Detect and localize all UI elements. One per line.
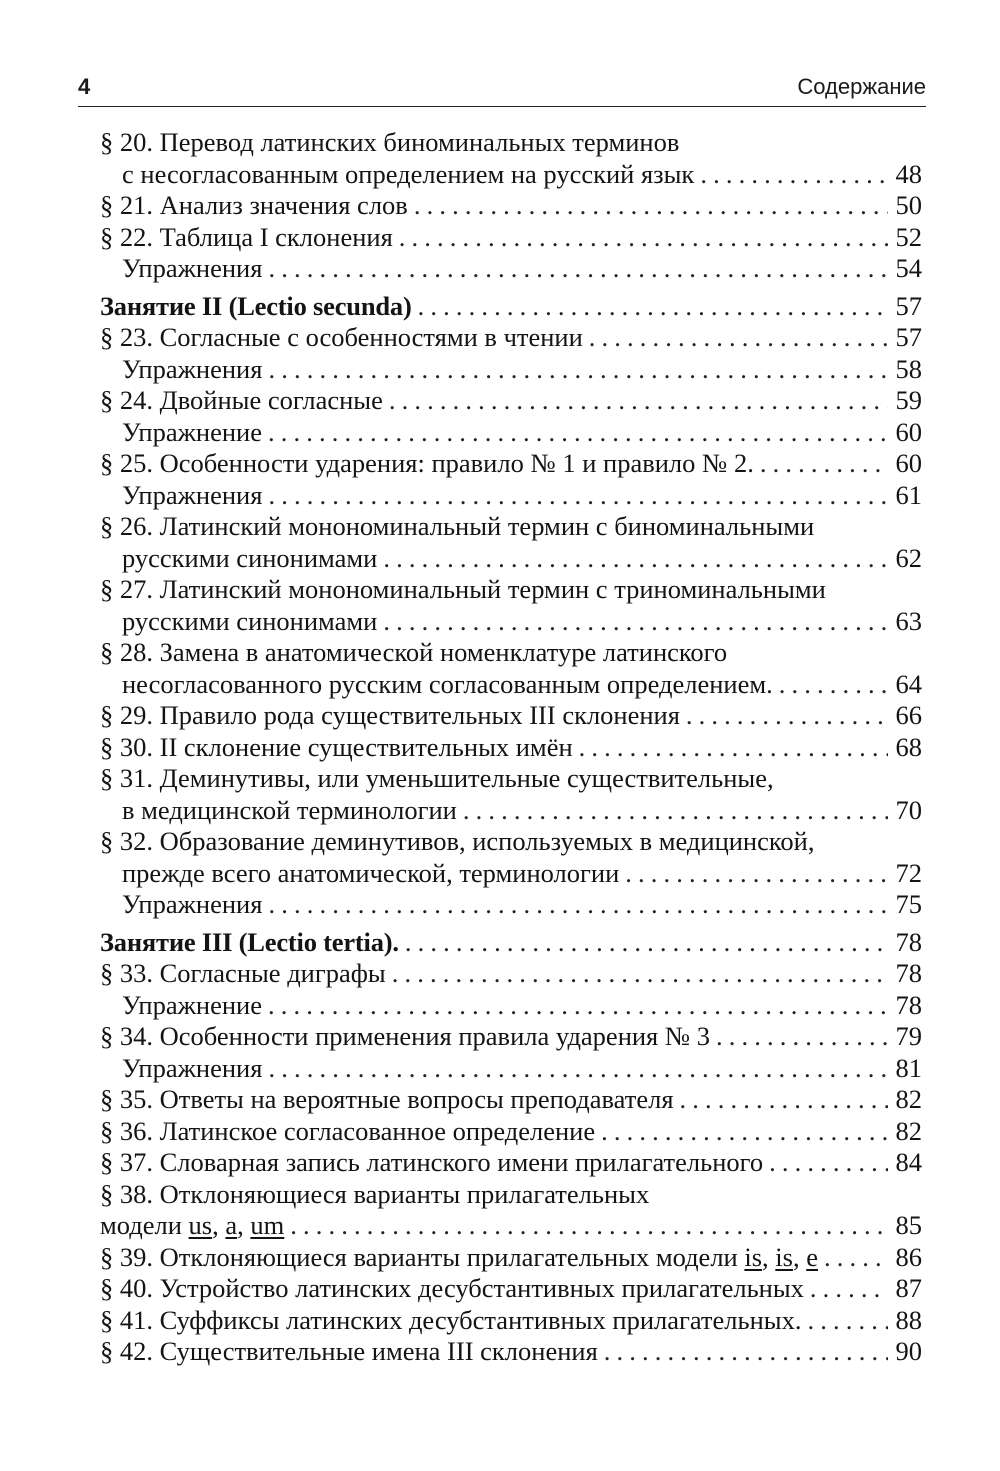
toc-line	[100, 543, 922, 575]
text-segment: модели	[100, 1210, 189, 1240]
toc-entry-exercise[interactable]	[100, 990, 922, 1022]
toc-page-number: 75	[895, 889, 922, 919]
toc-entry-section[interactable]	[100, 958, 922, 990]
toc-entry-section[interactable]	[100, 448, 922, 480]
toc-line	[100, 606, 922, 638]
dot-leader	[589, 322, 888, 354]
dot-leader	[700, 159, 888, 191]
toc-entry-title: прежде всего анатомической, терминологии	[122, 857, 620, 888]
toc-entry-title: с несогласованным определением на русский язык	[122, 158, 695, 189]
toc-page-number: 60	[895, 416, 922, 447]
toc-line	[100, 291, 922, 323]
toc-line	[100, 826, 922, 858]
toc-page-number: 78	[895, 926, 922, 957]
toc-entry-title: § 33. Согласные диграфы	[100, 958, 386, 988]
toc-entry-title: § 36. Латинское согласованное определение	[100, 1115, 596, 1146]
toc-line	[100, 1053, 922, 1085]
toc-entry-title: § 40. Устройство латинских десубстантивных прилагательных	[100, 1273, 804, 1303]
toc-line	[100, 1242, 922, 1274]
toc-page-number: 64	[895, 668, 922, 699]
toc-entry-exercise[interactable]	[100, 1053, 922, 1085]
toc-entry-section[interactable]	[100, 222, 922, 254]
toc-entry-title: § 22. Таблица I склонения	[100, 221, 393, 252]
toc-entry-title: § 32. Образование деминутивов, используемых в медицинской,	[100, 826, 815, 856]
toc-entry-section[interactable]	[100, 1116, 922, 1148]
toc-page-number: 78	[895, 958, 922, 988]
dot-leader	[810, 1273, 888, 1305]
dot-leader	[716, 1021, 888, 1053]
toc-line	[100, 1021, 922, 1053]
dot-leader	[268, 889, 888, 921]
dot-leader	[686, 700, 888, 732]
toc-line	[100, 159, 922, 191]
toc-page-number: 63	[895, 605, 922, 636]
toc-line	[100, 1147, 922, 1179]
underlined-ending: us	[188, 1210, 213, 1240]
toc-entry-title: § 38. Отклоняющиеся варианты прилагательных	[100, 1178, 650, 1209]
toc-line	[100, 322, 922, 354]
text-segment: ,	[212, 1210, 226, 1240]
dot-leader	[392, 958, 888, 990]
toc-entry-section[interactable]	[100, 763, 922, 826]
toc-page-number: 61	[895, 479, 922, 510]
toc-entry-title: в медицинской терминологии	[122, 794, 457, 825]
dot-leader	[418, 291, 888, 323]
toc-page-number: 81	[895, 1052, 922, 1083]
toc-entry-title: Упражнения	[122, 353, 263, 384]
toc-entry-exercise[interactable]	[100, 417, 922, 449]
text-segment: ,	[237, 1210, 251, 1240]
dot-leader	[268, 1053, 888, 1085]
dot-leader	[399, 222, 888, 254]
toc-line	[100, 1084, 922, 1116]
toc-line	[100, 1336, 922, 1368]
toc-entry-title: § 29. Правило рода существительных III склонения	[100, 700, 680, 730]
toc-entry-title: несогласованного русским согласованным определением.	[122, 668, 773, 699]
running-header	[78, 72, 926, 107]
toc-entry-section[interactable]	[100, 732, 922, 764]
toc-entry-section[interactable]	[100, 700, 922, 732]
toc-entry-section[interactable]	[100, 1179, 922, 1242]
toc-line	[100, 222, 922, 254]
toc-entry-heading[interactable]	[100, 927, 922, 959]
text-segment: ,	[762, 1241, 776, 1272]
dot-leader	[824, 1242, 888, 1274]
toc-entry-section[interactable]	[100, 1273, 922, 1305]
toc-line	[100, 511, 922, 543]
toc-page-number: 50	[895, 190, 922, 220]
toc-page-number: 72	[895, 857, 922, 888]
toc-page-number: 90	[895, 1336, 922, 1366]
dot-leader	[268, 480, 888, 512]
toc-page-number: 86	[895, 1241, 922, 1272]
toc-entry-title: Занятие III (Lectio tertia).	[100, 926, 399, 957]
toc-page-number: 82	[895, 1084, 922, 1114]
toc-entry-title: Упражнение	[122, 989, 263, 1020]
toc-entry-section[interactable]	[100, 322, 922, 354]
toc-line	[100, 417, 922, 449]
toc-line	[100, 763, 922, 795]
toc-entry-exercise[interactable]	[100, 253, 922, 285]
toc-entry-title: § 20. Перевод латинских биноминальных терминов	[100, 127, 680, 157]
toc-entry-title: § 25. Особенности ударения: правило № 1 и правило № 2.	[100, 448, 754, 478]
toc-line	[100, 637, 922, 669]
dot-leader	[389, 385, 888, 417]
toc-entry-section[interactable]	[100, 385, 922, 417]
underlined-ending: is	[744, 1241, 763, 1272]
table-of-contents	[100, 127, 922, 1368]
toc-entry-title: § 27. Латинский монономинальный термин с триноминальными	[100, 574, 826, 604]
toc-entry-title: § 24. Двойные согласные	[100, 385, 383, 415]
toc-page-number: 62	[895, 542, 922, 573]
dot-leader	[463, 795, 888, 827]
underlined-ending: e	[806, 1241, 818, 1272]
underlined-ending: um	[250, 1210, 285, 1240]
toc-page-number: 48	[895, 158, 922, 189]
text-segment: ,	[792, 1241, 807, 1272]
toc-page-number: 82	[895, 1115, 922, 1146]
underlined-ending: a	[225, 1210, 238, 1240]
toc-entry-section[interactable]	[100, 574, 922, 637]
dot-leader	[601, 1116, 888, 1148]
toc-line	[100, 1179, 922, 1211]
toc-entry-section[interactable]	[100, 190, 922, 222]
running-title: Содержание	[797, 74, 926, 99]
dot-leader	[383, 543, 888, 575]
dot-leader	[290, 1210, 888, 1242]
toc-entry-title: § 23. Согласные с особенностями в чтении	[100, 322, 583, 352]
toc-entry-title: Занятие II (Lectio secunda)	[100, 290, 412, 321]
toc-entry-heading[interactable]	[100, 291, 922, 323]
dot-leader	[268, 354, 888, 386]
toc-line	[100, 190, 922, 222]
dot-leader	[268, 417, 888, 449]
toc-entry-title: § 37. Словарная запись латинского имени прилагательного	[100, 1147, 764, 1177]
toc-entry-title	[100, 1242, 818, 1274]
toc-page-number: 58	[895, 353, 922, 384]
toc-page-number: 78	[895, 989, 922, 1020]
text-segment: § 39. Отклоняющиеся варианты прилагательных модели	[100, 1241, 745, 1272]
toc-page-number: 59	[895, 385, 922, 415]
underlined-ending: is	[775, 1241, 793, 1272]
toc-entry-title: русскими синонимами	[122, 542, 378, 573]
toc-page-number: 57	[895, 322, 922, 352]
dot-leader	[769, 1147, 888, 1179]
toc-page-number: 54	[895, 253, 922, 283]
toc-line	[100, 448, 922, 480]
toc-page-number: 57	[895, 290, 922, 321]
toc-page-number: 84	[895, 1147, 922, 1177]
dot-leader	[779, 669, 888, 701]
toc-entry-section[interactable]	[100, 1147, 922, 1179]
toc-entry-title: § 42. Существительные имена III склонения	[100, 1336, 598, 1366]
toc-page-number: 60	[895, 448, 922, 478]
toc-line	[100, 795, 922, 827]
toc-entry-exercise[interactable]	[100, 480, 922, 512]
toc-entry-title: § 35. Ответы на вероятные вопросы преподавателя	[100, 1084, 674, 1114]
toc-entry-title: § 28. Замена в анатомической номенклатуре латинского	[100, 637, 728, 667]
toc-line	[100, 127, 922, 159]
toc-page-number: 52	[895, 221, 922, 252]
toc-entry-section[interactable]	[100, 511, 922, 574]
toc-line	[100, 574, 922, 606]
toc-entry-exercise[interactable]	[100, 889, 922, 921]
toc-entry-title: Упражнение	[122, 416, 263, 447]
toc-entry-title: Упражнения	[122, 889, 263, 919]
toc-line	[100, 480, 922, 512]
dot-leader	[268, 990, 888, 1022]
toc-entry-section[interactable]	[100, 1305, 922, 1337]
toc-entry-title: § 31. Деминутивы, или уменьшительные существительные,	[100, 763, 774, 793]
toc-page-number: 66	[895, 700, 922, 730]
dot-leader	[579, 732, 888, 764]
toc-entry-title	[100, 1210, 284, 1242]
dot-leader	[414, 190, 888, 222]
toc-entry-section[interactable]	[100, 637, 922, 700]
toc-entry-title: § 26. Латинский монономинальный термин с биноминальными	[100, 511, 815, 541]
dot-leader	[268, 253, 888, 285]
toc-line	[100, 669, 922, 701]
toc-entry-section[interactable]	[100, 1084, 922, 1116]
toc-line	[100, 700, 922, 732]
dot-leader	[405, 927, 888, 959]
toc-line	[100, 732, 922, 764]
toc-page-number: 88	[895, 1304, 922, 1335]
toc-entry-section[interactable]	[100, 1021, 922, 1053]
toc-entry-title: Упражнения	[122, 1052, 263, 1083]
toc-line	[100, 1116, 922, 1148]
toc-line	[100, 990, 922, 1022]
toc-entry-title: русскими синонимами	[122, 605, 378, 636]
toc-entry-section[interactable]	[100, 1336, 922, 1368]
dot-leader	[625, 858, 888, 890]
toc-line	[100, 253, 922, 285]
toc-entry-title: § 41. Суффиксы латинских десубстантивных прилагательных.	[100, 1304, 802, 1335]
dot-leader	[760, 448, 888, 480]
toc-line	[100, 958, 922, 990]
toc-page-number: 68	[895, 731, 922, 762]
toc-line	[100, 354, 922, 386]
toc-entry-title: § 21. Анализ значения слов	[100, 190, 408, 220]
toc-entry-title: Упражнения	[122, 253, 263, 283]
toc-line	[100, 927, 922, 959]
toc-entry-title: § 30. II склонение существительных имён	[100, 731, 573, 762]
toc-entry-title: § 34. Особенности применения правила ударения № 3	[100, 1021, 711, 1051]
toc-line	[100, 1210, 922, 1242]
dot-leader	[807, 1305, 888, 1337]
toc-page-number: 87	[895, 1273, 922, 1303]
page-number: 4	[78, 74, 91, 99]
toc-entry-title: Упражнения	[122, 479, 263, 510]
dot-leader	[604, 1336, 888, 1368]
toc-entry-exercise[interactable]	[100, 354, 922, 386]
toc-entry-section[interactable]	[100, 826, 922, 889]
dot-leader	[383, 606, 888, 638]
toc-entry-section[interactable]	[100, 1242, 922, 1274]
toc-page-number: 85	[895, 1210, 922, 1240]
toc-line	[100, 1273, 922, 1305]
toc-line	[100, 858, 922, 890]
toc-page-number: 70	[895, 794, 922, 825]
dot-leader	[680, 1084, 888, 1116]
toc-line	[100, 385, 922, 417]
toc-page-number: 79	[895, 1021, 922, 1051]
toc-line	[100, 889, 922, 921]
toc-entry-section[interactable]	[100, 127, 922, 190]
toc-line	[100, 1305, 922, 1337]
